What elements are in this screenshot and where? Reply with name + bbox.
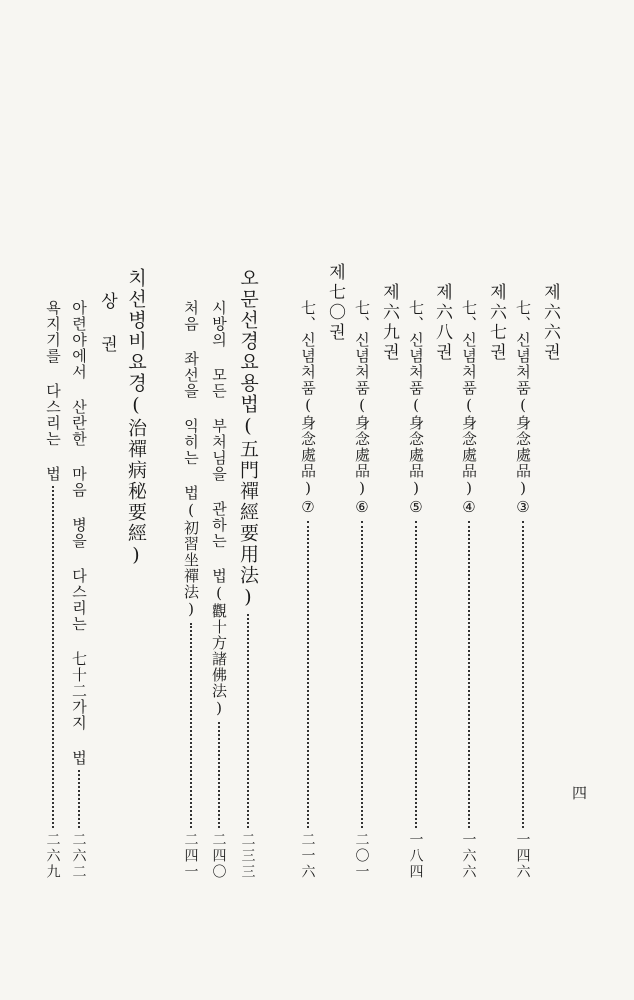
toc-entry-70[interactable] [300,300,315,880]
page-number: 二六二 [70,832,87,880]
volume-heading-69 [380,283,397,363]
heading-text: 제七〇권 [325,263,345,343]
entry-title: 치선병비요경(治禪病秘要經) [125,268,147,568]
leader-dots [78,770,80,828]
entry-title: 욕지기를 다스리는 법 [44,300,62,482]
heading-text: 제六八권 [432,283,452,363]
toc-entry-68[interactable] [408,300,423,880]
heading-text: 제六六권 [540,283,560,363]
leader-dots [415,521,417,828]
entry-title: 七、신념처품(身念處品)⑥ [353,300,371,517]
leader-dots [190,623,192,828]
volume-heading-70 [326,263,343,343]
entry-title: 七、신념처품(身念處品)③ [514,300,532,517]
page-number: 一六六 [460,832,477,880]
leader-dots [361,521,363,828]
heading-text: 제六七권 [486,283,506,363]
sutra-title-five-gates[interactable] [238,268,257,880]
toc-entry-first-meditation[interactable] [183,300,198,880]
heading-text: 상 권 [97,292,117,355]
entry-title: 아련야에서 산란한 마음 병을 다스리는 七十二가지 법 [70,300,88,766]
volume-heading-68 [433,283,450,363]
entry-title: 오문선경요용법(五門禪經要用法) [237,268,259,610]
leader-dots [247,614,249,828]
entry-title: 七、신념처품(身念處品)④ [460,300,478,517]
sutra-title-meditation-illness[interactable] [126,268,145,568]
volume-heading-66 [541,283,558,363]
leader-dots [522,521,524,828]
page-number: 二四〇 [210,832,227,880]
page-number: 一四六 [514,832,531,880]
page-number: 二〇一 [353,832,370,880]
toc-entry-seventy-two[interactable] [71,300,86,880]
page-number: 二一六 [299,832,316,880]
page-number: 二三三 [239,832,256,880]
page-number: 一八四 [407,832,424,880]
volume-heading-67 [487,283,504,363]
heading-text: 제六九권 [379,283,399,363]
leader-dots [52,486,54,828]
entry-title: 시방의 모든 부처님을 관하는 법(觀十方諸佛法) [210,300,228,718]
leader-dots [307,521,309,828]
leader-dots [218,722,220,828]
toc-entry-69[interactable] [354,300,369,880]
leader-dots [468,521,470,828]
toc-entry-67[interactable] [461,300,476,880]
entry-title: 七、신념처품(身念處品)⑦ [299,300,317,517]
page-number: 二四一 [182,832,199,880]
toc-entry-66[interactable] [515,300,530,880]
folio-number: 四 [572,784,588,802]
entry-title: 처음 좌선을 익히는 법(初習坐禪法) [182,300,200,619]
page-number: 二六九 [44,832,61,880]
volume-heading-upper [98,292,115,355]
entry-title: 七、신념처품(身念處品)⑤ [407,300,425,517]
toc-entry-nausea[interactable] [45,300,60,880]
toc-entry-ten-directions[interactable] [211,300,226,880]
